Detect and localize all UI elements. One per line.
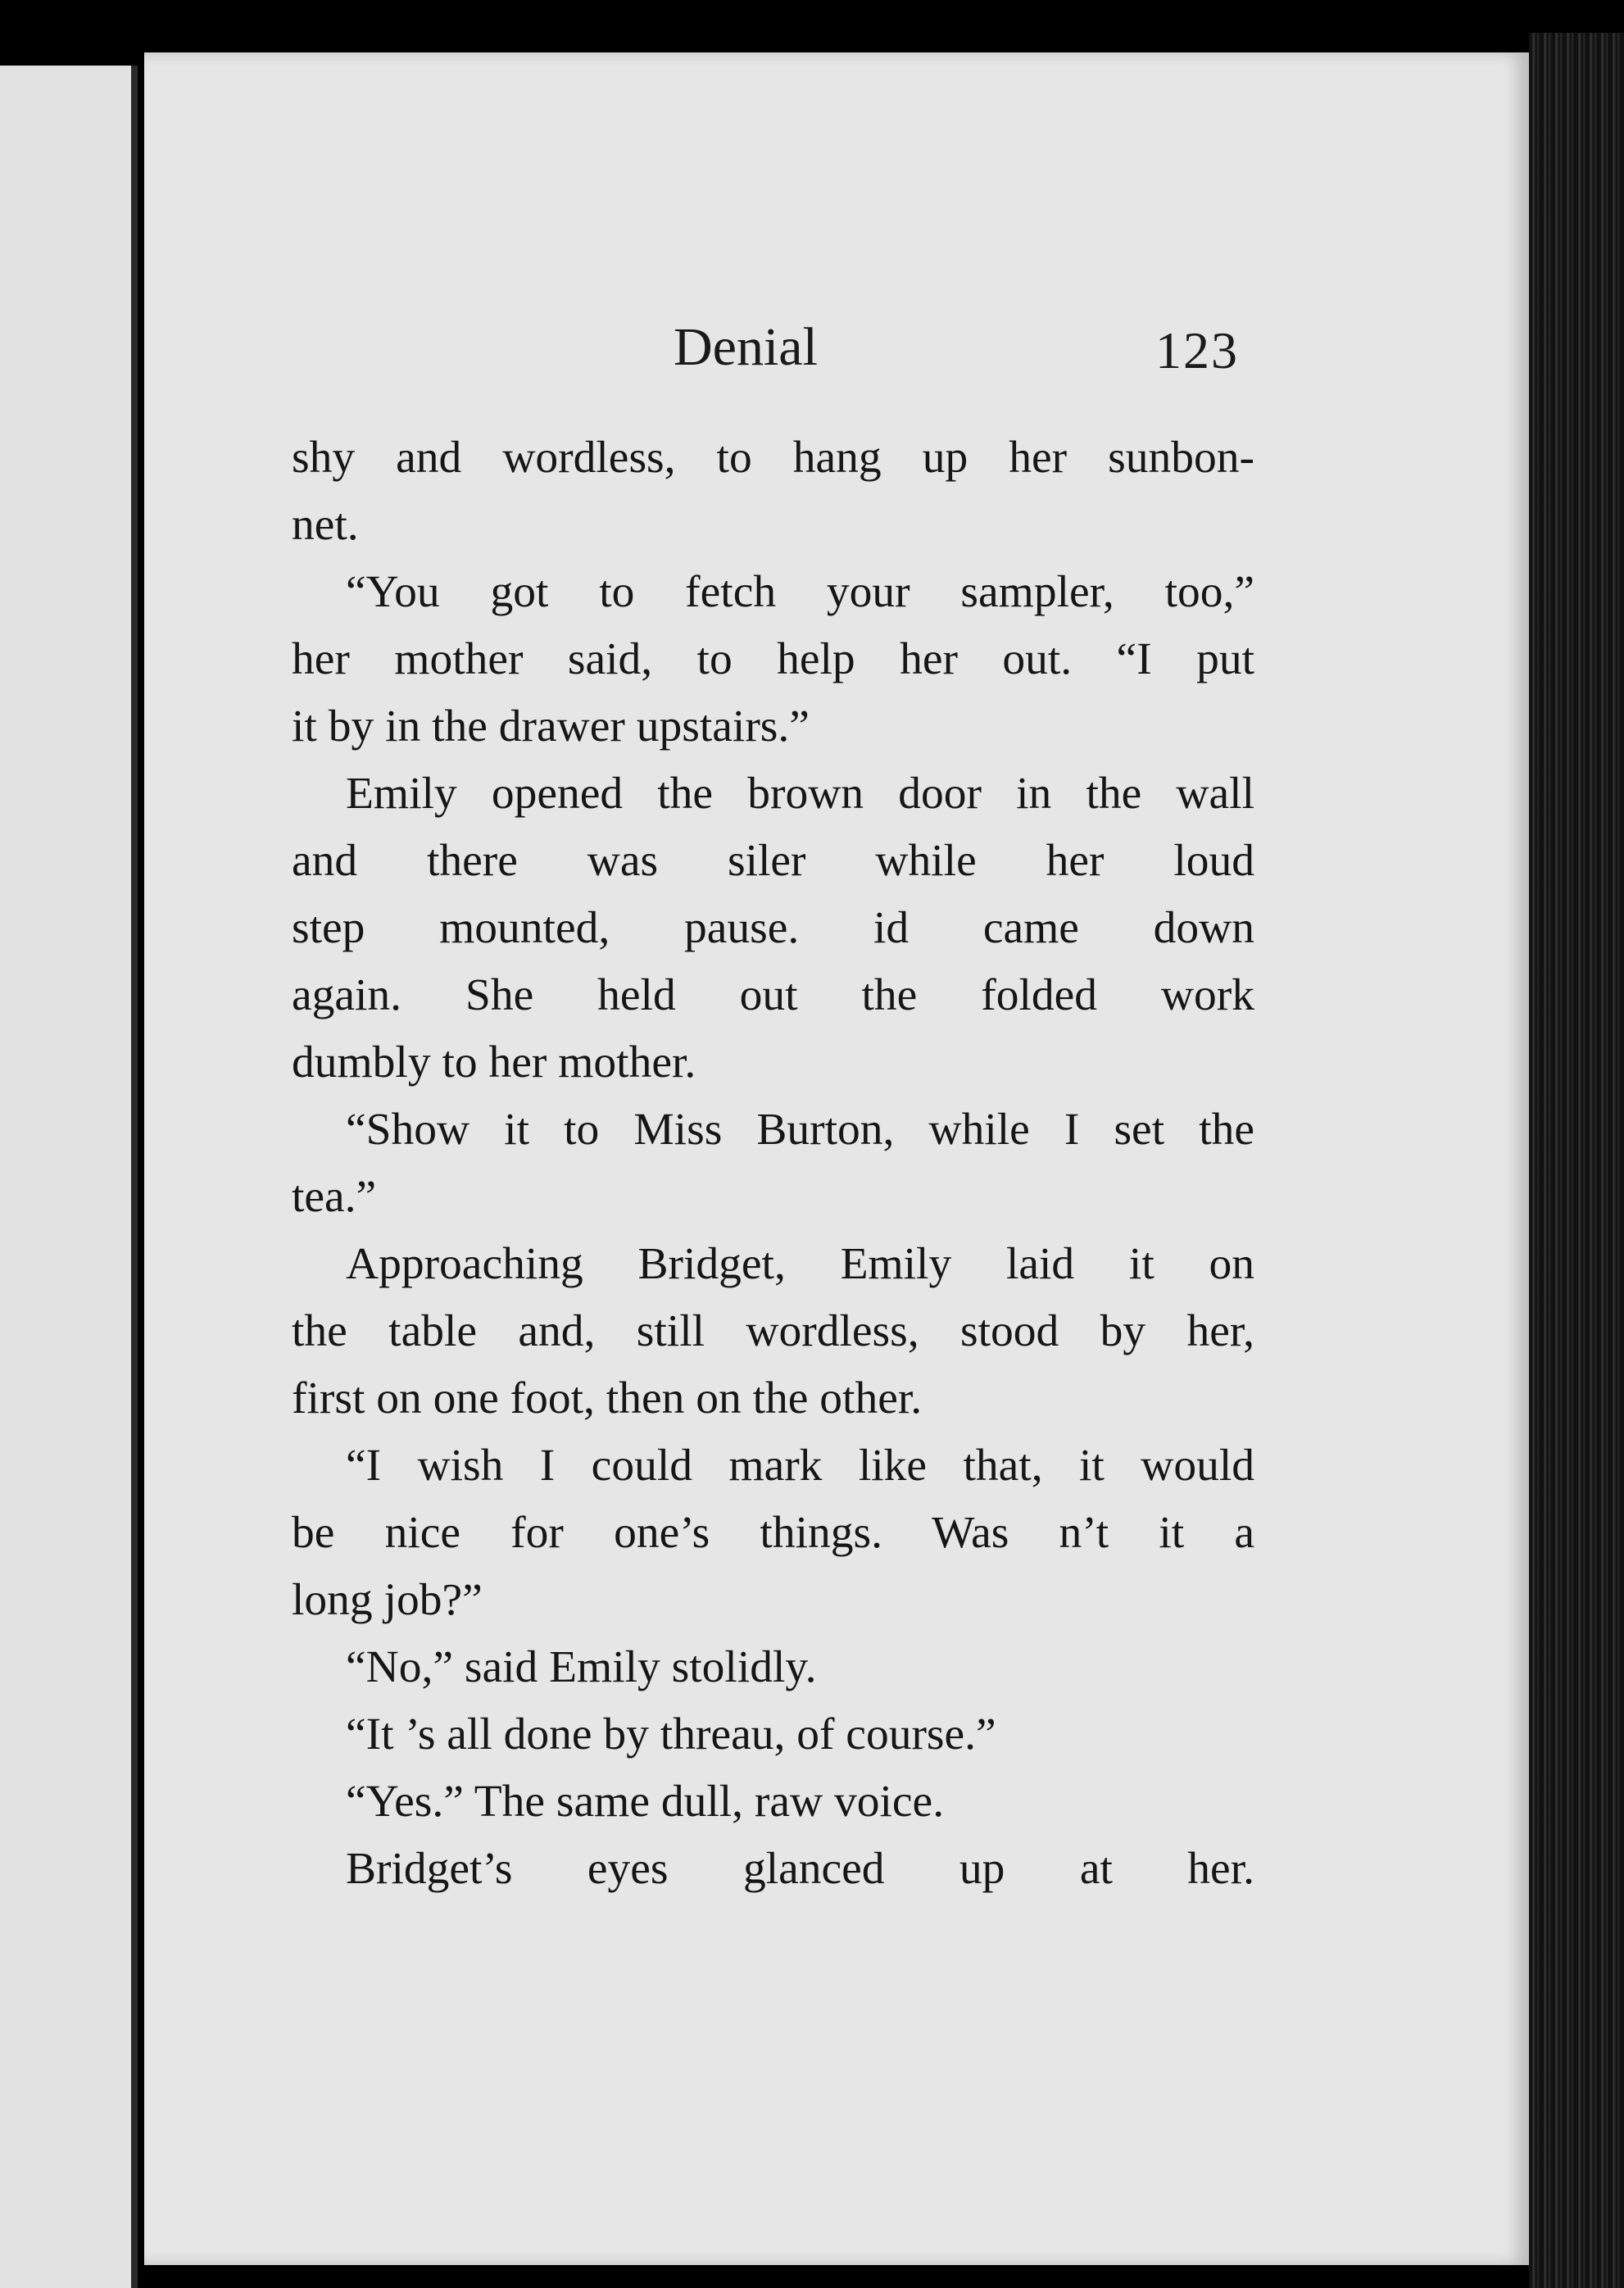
text-line: tea.”	[292, 1172, 377, 1222]
text-line: step mounted, pause. id came down	[292, 903, 1254, 953]
book-page	[144, 52, 1529, 2265]
text-line: net.	[292, 500, 359, 550]
text-line: dumbly to her mother.	[292, 1037, 696, 1087]
text-line: Approaching Bridget, Emily laid it on	[346, 1239, 1254, 1289]
page-number: 123	[1155, 321, 1239, 379]
body-text	[292, 424, 1254, 1903]
text-line: be nice for one’s things. Was n’t it a	[292, 1508, 1254, 1558]
text-line: “Yes.” The same dull, raw voice.	[346, 1777, 945, 1827]
running-header	[144, 315, 1529, 380]
text-line: “You got to fetch your sampler, too,”	[346, 567, 1254, 617]
text-line: her mother said, to help her out. “I put	[292, 634, 1254, 684]
text-line: Emily opened the brown door in the wall	[346, 769, 1254, 819]
text-line: Bridget’s eyes glanced up at her.	[346, 1844, 1254, 1894]
text-line: “Show it to Miss Burton, while I set the	[346, 1105, 1254, 1155]
scan-top-border	[0, 0, 1624, 56]
page-stack-edge	[1529, 33, 1624, 2288]
text-line: it by in the drawer upstairs.”	[292, 701, 810, 751]
text-line: “It ’s all done by threau, of course.”	[346, 1709, 996, 1759]
text-line: first on one foot, then on the other.	[292, 1373, 923, 1423]
text-line: shy and wordless, to hang up her sunbon-	[292, 433, 1254, 483]
text-line: long job?”	[292, 1575, 483, 1625]
facing-page-edge	[0, 66, 138, 2288]
text-line: “I wish I could mark like that, it would	[346, 1441, 1254, 1491]
text-line: again. She held out the folded work	[292, 970, 1254, 1020]
chapter-title: Denial	[674, 317, 818, 377]
text-line: the table and, still wordless, stood by her,	[292, 1306, 1254, 1356]
text-line: and there was siler while her loud	[292, 836, 1254, 886]
text-line: “No,” said Emily stolidly.	[346, 1642, 817, 1692]
